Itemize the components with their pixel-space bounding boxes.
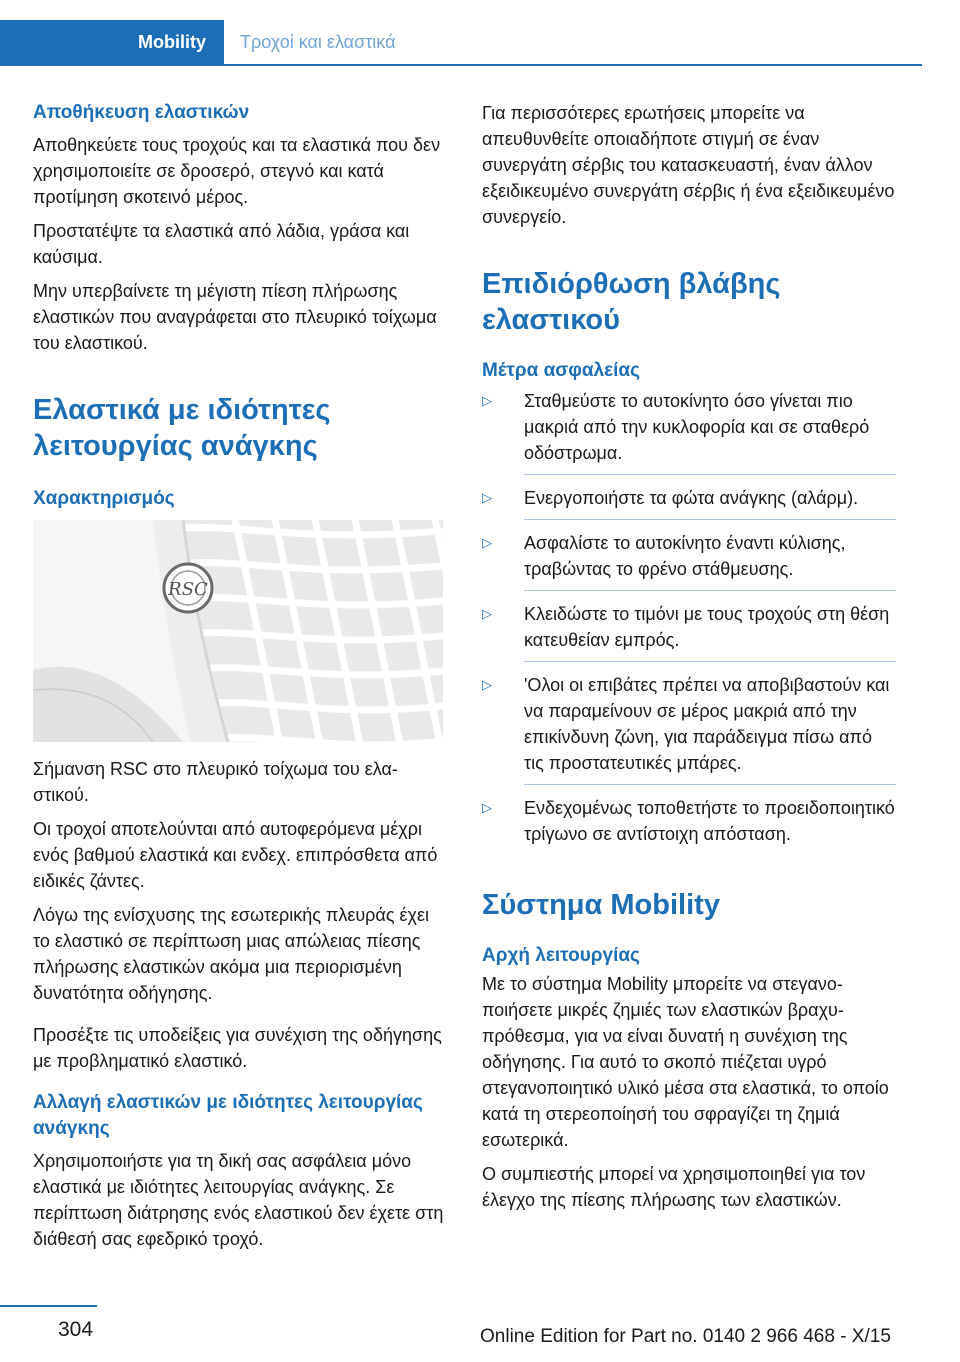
bullet-divider bbox=[524, 590, 896, 591]
change-paragraph-1: Χρησιμοποιήστε για τη δική σας ασφάλεια μόνο ελαστικά με ιδιότητες λειτουργίας ανάγκης. Σε περίπτωση διάτρησης ενός ελαστικού δεν έχετε στη διάθεσή σας εφεδρικό τροχό. bbox=[33, 1151, 444, 1249]
mobility-heading: Σύστημα Mobility bbox=[482, 889, 720, 921]
bullet-arrow-icon: ▷ bbox=[482, 800, 492, 815]
bullet-divider bbox=[524, 784, 896, 785]
storage-paragraph-3: Μην υπερβαίνετε τη μέγιστη πίεση πλήρωσης ελαστικών που αναγράφεται στο πλευρικό τοίχωμα του ελαστικού. bbox=[33, 281, 437, 353]
tab-wheels-tyres: Τροχοί και ελαστικά bbox=[240, 31, 396, 52]
page-number: 304 bbox=[58, 1318, 94, 1341]
bullet-arrow-icon: ▷ bbox=[482, 490, 492, 505]
features-heading: Χαρακτηρισμός bbox=[33, 488, 175, 509]
safety-item bbox=[482, 672, 896, 785]
bullet-arrow-icon: ▷ bbox=[482, 535, 492, 550]
principle-paragraph-1: Με το σύστημα Mobility μπορείτε να στεγανοποιήσετε μικρές ζημιές των ελαστικών βραχυπρόθεσμα, για να είναι δυνατή η συνέχιση της οδήγησης. Για αυτό το σκοπό πιέζεται υγρό στεγανοποιητικό υλικό μέσα στα ελαστικά, το οποίο κατά τη στερεοποίησή του σφραγίζει τη ζημιά εσωτερικά. bbox=[482, 974, 889, 1150]
principle-paragraph-2: Ο συμπιεστής μπορεί να χρησιμοποιηθεί για τον έλεγχο της πίεσης πλήρωσης των ελαστικών. bbox=[482, 1164, 866, 1210]
bullet-divider bbox=[524, 474, 896, 475]
header-tabbar bbox=[0, 20, 922, 64]
bullet-arrow-icon: ▷ bbox=[482, 606, 492, 621]
tyre-illustration bbox=[33, 520, 443, 742]
tab-mobility: Mobility bbox=[0, 20, 224, 64]
safety-list bbox=[482, 388, 896, 847]
features-paragraph-3: Προσέξτε τις υποδείξεις για συνέχιση της οδήγησης με προβληματικό ελαστικό. bbox=[33, 1025, 442, 1071]
rsc-tyre-figure bbox=[33, 520, 443, 742]
safety-item bbox=[482, 530, 896, 591]
left-column bbox=[33, 100, 447, 1260]
right-column bbox=[482, 100, 896, 1221]
safety-item bbox=[482, 485, 896, 520]
safety-item-text: Ενδεχομένως τοποθετήστε το προειδοποιητικό τρίγωνο σε αντίστοιχη απόσταση. bbox=[524, 798, 895, 844]
safety-item-text: Κλειδώστε το τιμόνι με τους τροχούς στη θέση κατευθείαν εμπρός. bbox=[524, 604, 890, 650]
safety-item-text: Σταθμεύστε το αυτοκίνητο όσο γίνεται πιο μακριά από την κυκλοφορία και σε σταθερό οδόστρωμα. bbox=[524, 391, 870, 463]
intro-paragraph: Για περισσότερες ερωτήσεις μπορείτε να απευθυνθείτε οποιαδήποτε στιγμή σε έναν συνεργάτη σέρβις του κατασκευαστή, έναν άλλον εξειδικευμένο συνεργάτη σέρβις ή ένα εξειδικευμένο συνεργείο. bbox=[482, 103, 895, 227]
bullet-arrow-icon: ▷ bbox=[482, 393, 492, 408]
safety-item bbox=[482, 388, 896, 475]
storage-paragraph-1: Αποθηκεύετε τους τροχούς και τα ελαστικά που δεν χρησιμοποιείτε σε δροσερό, στεγνό και κατά προτίμηση σκοτεινό μέρος. bbox=[33, 135, 441, 207]
features-paragraph-1: Οι τροχοί αποτελούνται από αυτοφερόμενα μέχρι ενός βαθμού ελαστικά και ενδεχ. επιπρόσθετα από ειδικές ζάντες. bbox=[33, 819, 438, 891]
features-paragraph-2: Λόγω της ενίσχυσης της εσωτερικής πλευράς έχει το ελαστικό σε περίπτωση μιας απώλειας πίεσης πλήρωσης ελαστικών ακόμα μια περιορισμένη δυνατότητα οδήγησης. bbox=[33, 905, 429, 1003]
change-heading: Αλλαγή ελαστικών με ιδιότητες λειτουργίας ανάγκης bbox=[33, 1092, 423, 1139]
safety-item bbox=[482, 795, 896, 847]
storage-heading: Αποθήκευση ελαστικών bbox=[33, 102, 250, 123]
safety-item-text: Ασφαλίστε το αυτοκίνητο έναντι κύλισης, τραβώντας το φρένο στάθμευσης. bbox=[524, 533, 846, 579]
edition-note: Online Edition for Part no. 0140 2 966 468 - X/15 bbox=[480, 1326, 891, 1347]
header-rule bbox=[0, 64, 922, 66]
figure-caption: Σήμανση RSC στο πλευρικό τοίχωμα του ελαστικού. bbox=[33, 759, 398, 805]
safety-heading: Μέτρα ασφαλείας bbox=[482, 360, 640, 381]
bullet-divider bbox=[524, 661, 896, 662]
safety-item-text: 'Ολοι οι επιβάτες πρέπει να αποβιβαστούν και να παραμείνουν σε μέρος μακριά από την επικίνδυνη ζώνη, για παράδειγμα πίσω από τις προστατευτικές μπάρες. bbox=[524, 675, 890, 773]
principle-heading: Αρχή λειτουργίας bbox=[482, 945, 640, 966]
bullet-divider bbox=[524, 519, 896, 520]
storage-paragraph-2: Προστατέψτε τα ελαστικά από λάδια, γράσα και καύσιμα. bbox=[33, 221, 410, 267]
runflat-heading: Ελαστικά με ιδιότητες λειτουργίας ανάγκης bbox=[33, 394, 331, 462]
safety-item-text: Ενεργοποιήστε τα φώτα ανάγκης (αλάρμ). bbox=[524, 488, 859, 508]
footer-rule bbox=[0, 1305, 97, 1307]
rsc-badge-text: RSC bbox=[168, 579, 208, 600]
rsc-badge bbox=[164, 564, 212, 612]
safety-item bbox=[482, 601, 896, 662]
repair-heading: Επιδιόρθωση βλάβης ελαστικού bbox=[482, 268, 781, 336]
bullet-arrow-icon: ▷ bbox=[482, 677, 492, 692]
